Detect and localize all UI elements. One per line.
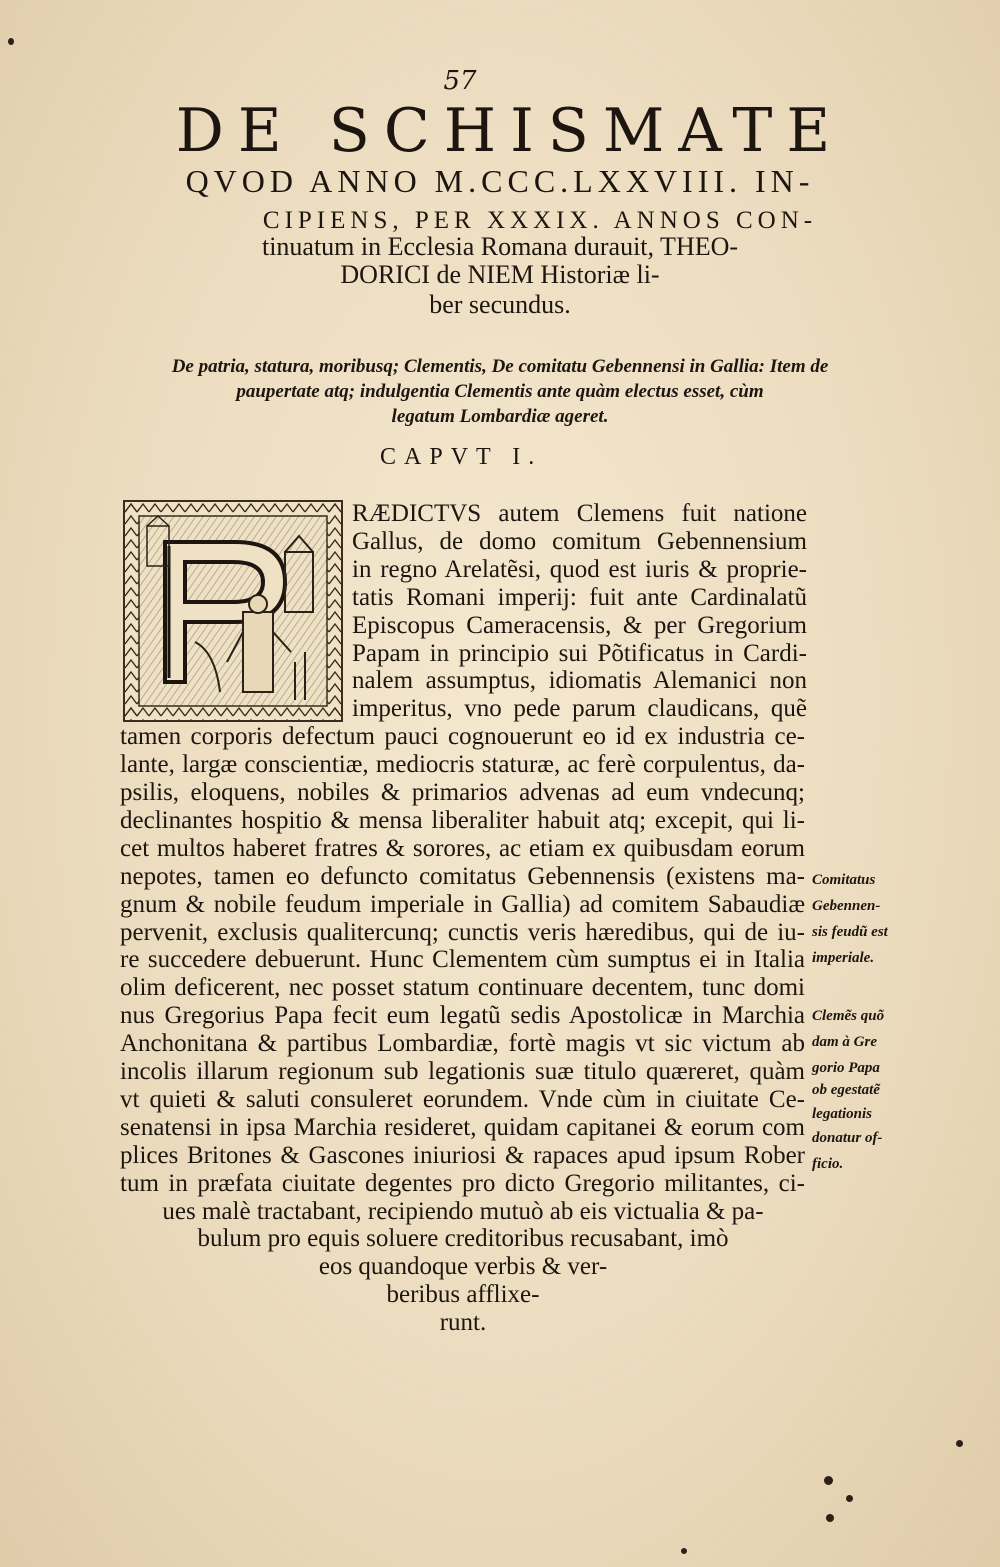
body-line: eos quandoque verbis & ver- <box>318 1253 608 1281</box>
body-line: vt quieti & saluti consuleret eorundem. Vnde cùm in ciuitate Ce- <box>120 1085 805 1113</box>
body-line: runt. <box>439 1309 487 1337</box>
body-line: nepotes, tamen eo defuncto comitatus Gebennensis (existens ma- <box>120 862 805 890</box>
margin-note-line: Clemẽs quõ <box>812 1008 885 1024</box>
ink-speck <box>846 1495 853 1502</box>
body-line: nus Gregorius Papa fecit eum legatũ sedis Apostolicæ in Marchia <box>120 1002 805 1030</box>
title-line-4: DORICI de NIEM Historiæ li- <box>340 260 660 289</box>
body-line: beribus afflixe- <box>386 1281 540 1309</box>
body-line: pervenit, exclusis qualitercunq; cunctis veris hæredibus, qui de iu- <box>120 918 805 946</box>
margin-note-line: dam à Gre <box>812 1034 877 1050</box>
body-line: tamen corporis defectum pauci cognouerunt eo id ex industria ce- <box>120 723 805 751</box>
ink-speck <box>8 38 14 45</box>
body-line: ues malè tractabant, recipiendo mutuò ab eis victualia & pa- <box>162 1197 764 1225</box>
body-line: plices Britones & Gascones iniuriosi & rapaces apud ipsum Rober <box>120 1141 805 1169</box>
body-line: psilis, eloquens, nobiles & primarios advenas ad eum vndecunq; <box>120 779 805 806</box>
body-line: tum in præfata ciuitate degentes pro dicto Gregorio militantes, ci- <box>120 1169 805 1197</box>
woodcut-illustration-icon <box>125 502 341 720</box>
page-number: 57 <box>443 66 477 96</box>
margin-note-line: sis feudũ est <box>812 924 888 940</box>
body-line: gnum & nobile feudum imperiale in Gallia) ad comitem Sabaudiæ <box>120 890 805 918</box>
margin-note-line: gorio Papa <box>812 1060 880 1076</box>
body-line: Papam in principio sui Põtificatus in Cardi- <box>352 639 807 667</box>
body-line: nalem assumptus, idiomatis Alemanici non <box>352 667 807 695</box>
body-line: olim deficerent, nec posset statum continuare decentem, tunc domi <box>120 974 805 1002</box>
margin-note-line: donatur of- <box>812 1130 883 1146</box>
body-line: RÆDICTVS autem Clemens fuit natione <box>352 500 807 527</box>
body-line: cet multos haberet fratres & sorores, ac etiam ex quibusdam eorum <box>120 834 805 862</box>
title-line-1: QVOD ANNO M.CCC.LXXVIII. IN- <box>185 163 815 199</box>
margin-note-line: Gebennen- <box>812 898 881 914</box>
chapter-summary-line-2: paupertate atq; indulgentia Clementis ante quàm electus esset, cùm <box>236 381 764 402</box>
margin-note-line: legationis <box>812 1106 873 1122</box>
decorated-initial <box>123 500 343 722</box>
body-line: in regno Arelatẽsi, quod est iuris & proprie- <box>352 555 807 583</box>
title-line-3: tinuatum in Ecclesia Romana durauit, THEO- <box>261 232 739 261</box>
chapter-heading: CAPVT I. <box>380 444 543 470</box>
margin-note-line: ficio. <box>812 1156 844 1172</box>
chapter-summary-line-1: De patria, statura, moribusq; Clementis, De comitatu Gebennensi in Gallia: Item de <box>171 356 829 377</box>
ink-speck <box>826 1514 834 1522</box>
chapter-summary-line-3: legatum Lombardiæ ageret. <box>391 406 609 427</box>
body-line: tatis Romani imperij: fuit ante Cardinalatũ <box>352 583 807 611</box>
ink-speck <box>956 1440 963 1447</box>
title-line-2: CIPIENS, PER XXXIX. ANNOS CON- <box>262 207 818 234</box>
margin-note-line: ob egestatẽ <box>812 1082 880 1098</box>
margin-note-line: Comitatus <box>812 872 876 888</box>
body-line: re succedere debuerunt. Hunc Clementem cùm sumptus ei in Italia <box>120 946 805 974</box>
body-line: Gallus, de domo comitum Gebennensium <box>352 527 807 555</box>
title-main: DE SCHISMATE <box>175 96 845 166</box>
ink-speck <box>824 1476 833 1485</box>
body-line: declinantes hospitio & mensa liberaliter habuit atq; excepit, qui li- <box>120 806 805 834</box>
body-line: Episcopus Cameracensis, & per Gregorium <box>352 611 807 639</box>
body-line: lante, largæ conscientiæ, mediocris staturæ, ac ferè corpulentus, da- <box>120 751 805 779</box>
body-line: bulum pro equis soluere creditoribus recusabant, imò <box>197 1225 729 1253</box>
body-line: incolis illarum regionum sub legationis suæ titulo quæreret, quàm <box>120 1058 805 1085</box>
body-line: imperitus, vno pede parum claudicans, quẽ <box>352 695 807 723</box>
ink-speck <box>681 1548 687 1554</box>
body-line: senatensi in ipsa Marchia resideret, quidam capitanei & eorum com <box>120 1113 805 1141</box>
title-line-5: ber secundus. <box>429 290 571 319</box>
body-line: Anchonitana & partibus Lombardiæ, fortè magis vt sic victum ab <box>120 1030 805 1058</box>
margin-note-line: imperiale. <box>812 950 875 966</box>
